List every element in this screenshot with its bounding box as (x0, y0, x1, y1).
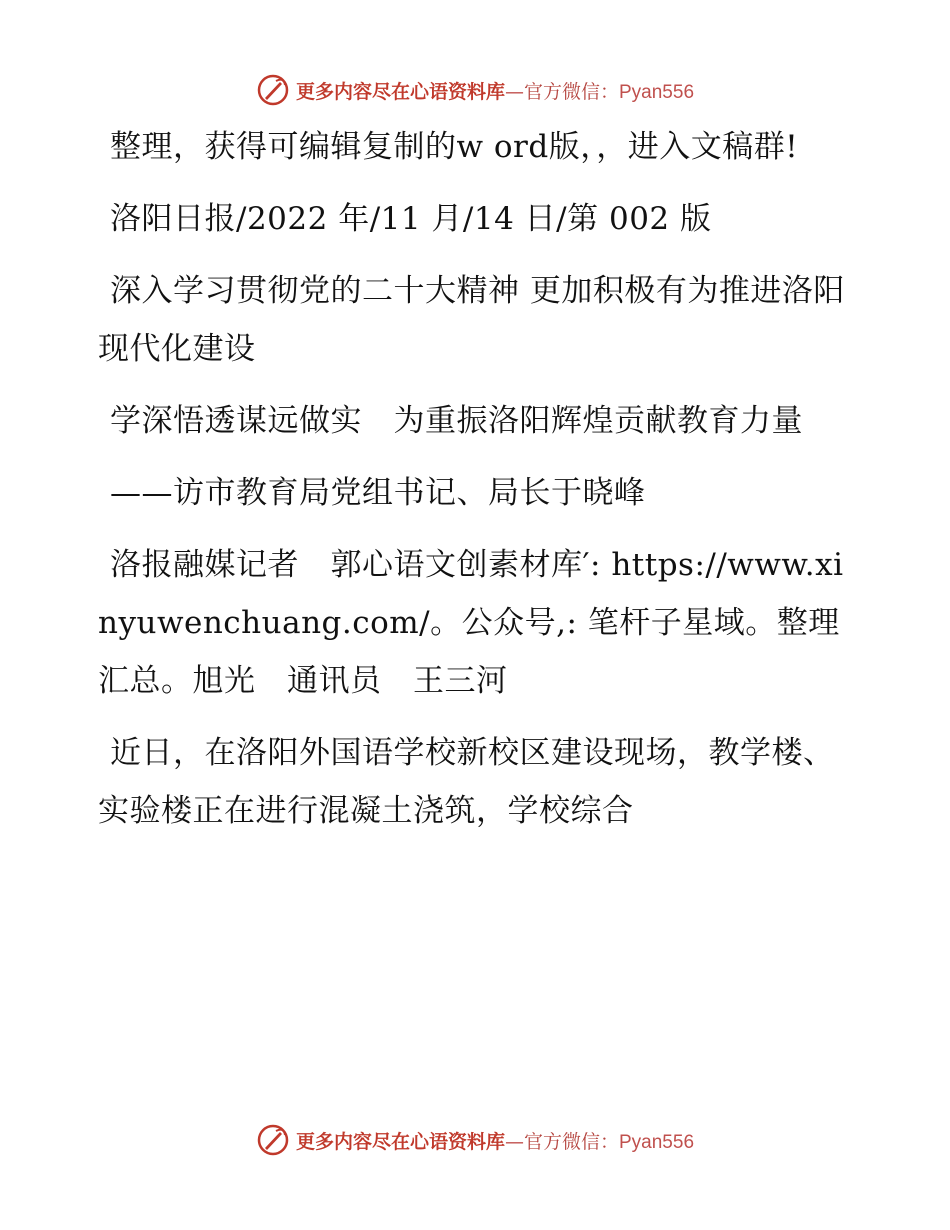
publication-info: 洛阳日报/2022 年/11 月/14 日/第 002 版 (110, 201, 712, 237)
watermark-wechat-label: 官方微信： (523, 80, 619, 103)
watermark-main: 更多内容尽在心语资料库 (295, 80, 505, 103)
document-body (98, 118, 850, 854)
subheadline: 学深悟透谋远做实 为重振洛阳辉煌贡献教育力量 (110, 403, 803, 439)
headline: 深入学习贯彻党的二十大精神 更加积极有为推进洛阳现代化建设 (98, 273, 845, 367)
byline: 洛报融媒记者 郭心语文创素材库′: https://www.xinyuwenchuang.com/。公众号,: 笔杆子星域。整理汇总。旭光 通讯员 王三河 (98, 547, 844, 699)
watermark-wechat-id: Pyan556 (619, 1131, 695, 1153)
watermark-text (296, 1127, 694, 1154)
watermark-main: 更多内容尽在心语资料库 (295, 1130, 505, 1153)
body-paragraph: 近日，在洛阳外国语学校新校区建设现场，教学楼、实验楼正在进行混凝土浇筑，学校综合 (98, 735, 835, 829)
watermark-separator: — (504, 1130, 524, 1153)
watermark-wechat-label: 官方微信： (523, 1130, 619, 1153)
quill-pen-logo-icon (256, 73, 290, 107)
intro-note: 整理，获得可编辑复制的w ord版，，进入文稿群! (110, 129, 799, 165)
watermark-wechat-id: Pyan556 (619, 81, 695, 103)
quill-pen-logo-icon (256, 1123, 290, 1157)
watermark-banner-top (0, 70, 950, 110)
watermark-separator: — (504, 80, 524, 103)
interview-subtitle: ——访市教育局党组书记、局长于晓峰 (110, 475, 646, 511)
watermark-text (296, 77, 694, 104)
watermark-banner-bottom (0, 1120, 950, 1160)
